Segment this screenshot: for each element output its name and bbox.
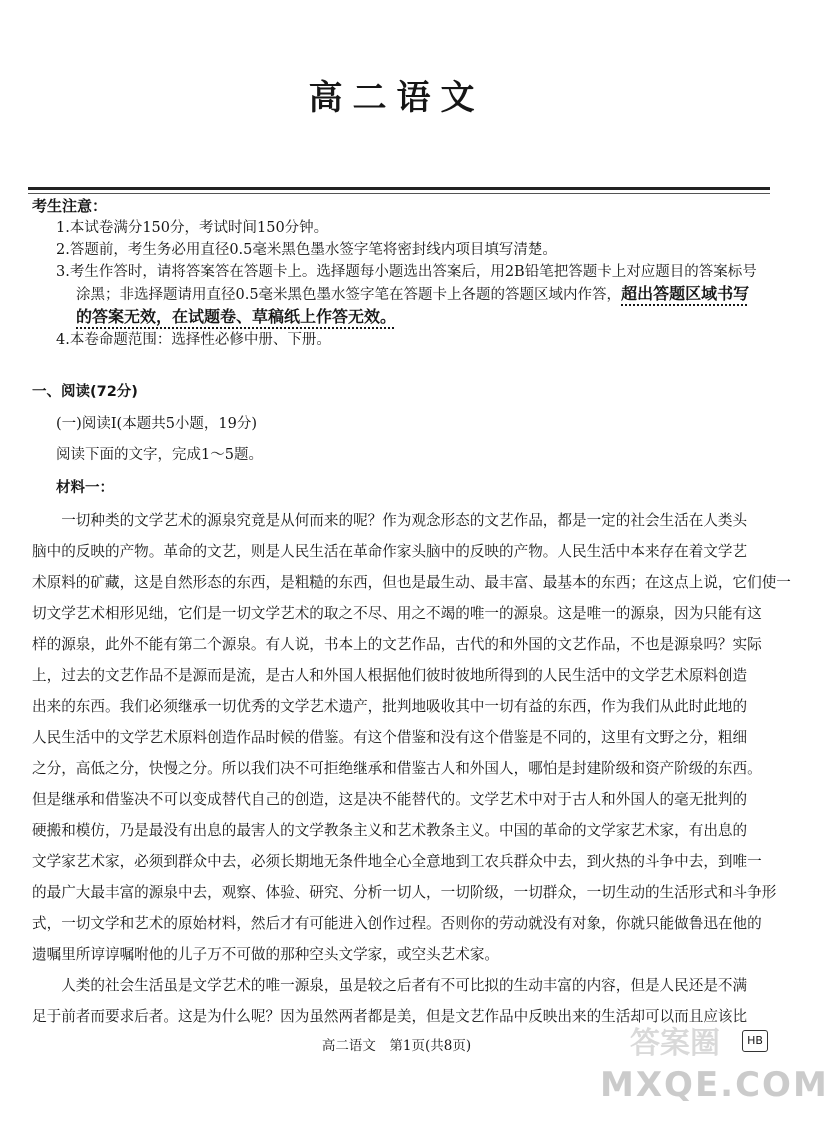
page-footer: 高二语文 第1页(共8页) <box>321 1038 472 1054</box>
notice-item-4: 4.本卷命题范围：选择性必修中册、下册。 <box>56 332 331 348</box>
header-rule-thick <box>28 187 770 190</box>
passage-line: 硬搬和模仿，乃是最没有出息的最害人的文学教条主义和艺术教条主义。中国的革命的文学家艺术家，有出息的 <box>32 822 748 839</box>
candidate-notice <box>32 195 772 351</box>
watermark-text: MXQE.COM <box>600 1065 829 1105</box>
passage-line: 文学家艺术家，必须到群众中去，必须长期地无条件地全心全意地到工农兵群众中去，到火热的斗争中去，到唯一 <box>32 853 762 870</box>
notice-item-3-emphasis-a: 超出答题区域书写 <box>621 284 750 303</box>
notice-item-2: 2.答题前，考生务必用直径0.5毫米黑色墨水签字笔将密封线内项目填写清楚。 <box>56 242 557 258</box>
notice-item-3-plain: 涂黑；非选择题请用直径0.5毫米黑色墨水签字笔在答题卡上各题的答题区域内作答， <box>76 287 622 303</box>
passage-line: 脑中的反映的产物。革命的文艺，则是人民生活在革命作家头脑中的反映的产物。人民生活中本来存在着文学艺 <box>32 543 748 560</box>
watermark-logo: 答案圈 <box>630 1026 720 1061</box>
passage-line: 上，过去的文艺作品不是源而是流，是古人和外国人根据他们彼时彼地所得到的人民生活中的文学艺术原料创造 <box>32 667 748 684</box>
passage-line: 式，一切文学和艺术的原始材料，然后才有可能进入创作过程。否则你的劳动就没有对象，你就只能做鲁迅在他的 <box>32 915 762 932</box>
notice-item-1: 1.本试卷满分150分，考试时间150分钟。 <box>56 220 329 236</box>
passage-line: 术原料的矿藏，这是自然形态的东西，是粗糙的东西，但也是最生动、最丰富、最基本的东西；在这点上说，它们使一 <box>32 574 791 591</box>
passage-text <box>32 505 791 1032</box>
edition-badge: HB <box>742 1030 768 1052</box>
page-title: 高二语文 <box>308 78 485 118</box>
notice-item-3-tail <box>32 306 772 329</box>
passage-line: 一切种类的文学艺术的源泉究竟是从何而来的呢？作为观念形态的文艺作品，都是一定的社会生活在人类头 <box>32 512 748 529</box>
notice-item-3-continued <box>32 283 772 306</box>
passage-line: 足于前者而要求后者。这是为什么呢？因为虽然两者都是美，但是文艺作品中反映出来的生活却可以而且应该比 <box>32 1008 748 1025</box>
notice-label: 考生注意： <box>32 197 108 215</box>
material-label: 材料一： <box>56 480 114 496</box>
sub-section-heading: (一)阅读Ⅰ(本题共5小题，19分) <box>56 416 258 432</box>
section-heading: 一、阅读(72分) <box>32 384 138 400</box>
passage-line: 之分，高低之分，快慢之分。所以我们决不可拒绝继承和借鉴古人和外国人，哪怕是封建阶级和资产阶级的东西。 <box>32 760 762 777</box>
passage-line: 切文学艺术相形见绌，它们是一切文学艺术的取之不尽、用之不竭的唯一的源泉。这是唯一的源泉，因为只能有这 <box>32 605 762 622</box>
passage-line: 的最广大最丰富的源泉中去，观察、体验、研究、分析一切人，一切阶级，一切群众，一切生动的生活形式和斗争形 <box>32 884 777 901</box>
notice-item-3-emphasis-b: 的答案无效，在试题卷、草稿纸上作答无效。 <box>76 307 397 326</box>
passage-line: 但是继承和借鉴决不可以变成替代自己的创造，这是决不能替代的。文学艺术中对于古人和外国人的毫无批判的 <box>32 791 748 808</box>
passage-line: 样的源泉，此外不能有第二个源泉。有人说，书本上的文艺作品，古代的和外国的文艺作品，不也是源泉吗？实际 <box>32 636 762 653</box>
passage-line: 出来的东西。我们必须继承一切优秀的文学艺术遗产，批判地吸收其中一切有益的东西，作为我们从此时此地的 <box>32 698 748 715</box>
passage-line: 遗嘱里所谆谆嘱咐他的儿子万不可做的那种空头文学家，或空头艺术家。 <box>32 946 500 963</box>
instruction-text: 阅读下面的文字，完成1～5题。 <box>56 447 263 463</box>
header-rule-thin <box>28 193 770 194</box>
passage-line: 人民生活中的文学艺术原料创造作品时候的借鉴。有这个借鉴和没有这个借鉴是不同的，这里有文野之分，粗细 <box>32 729 748 746</box>
notice-item-3: 3.考生作答时，请将答案答在答题卡上。选择题每小题选出答案后，用2B铅笔把答题卡上对应题目的答案标号 <box>56 264 757 280</box>
passage-line: 人类的社会生活虽是文学艺术的唯一源泉，虽是较之后者有不可比拟的生动丰富的内容，但是人民还是不满 <box>32 977 748 994</box>
